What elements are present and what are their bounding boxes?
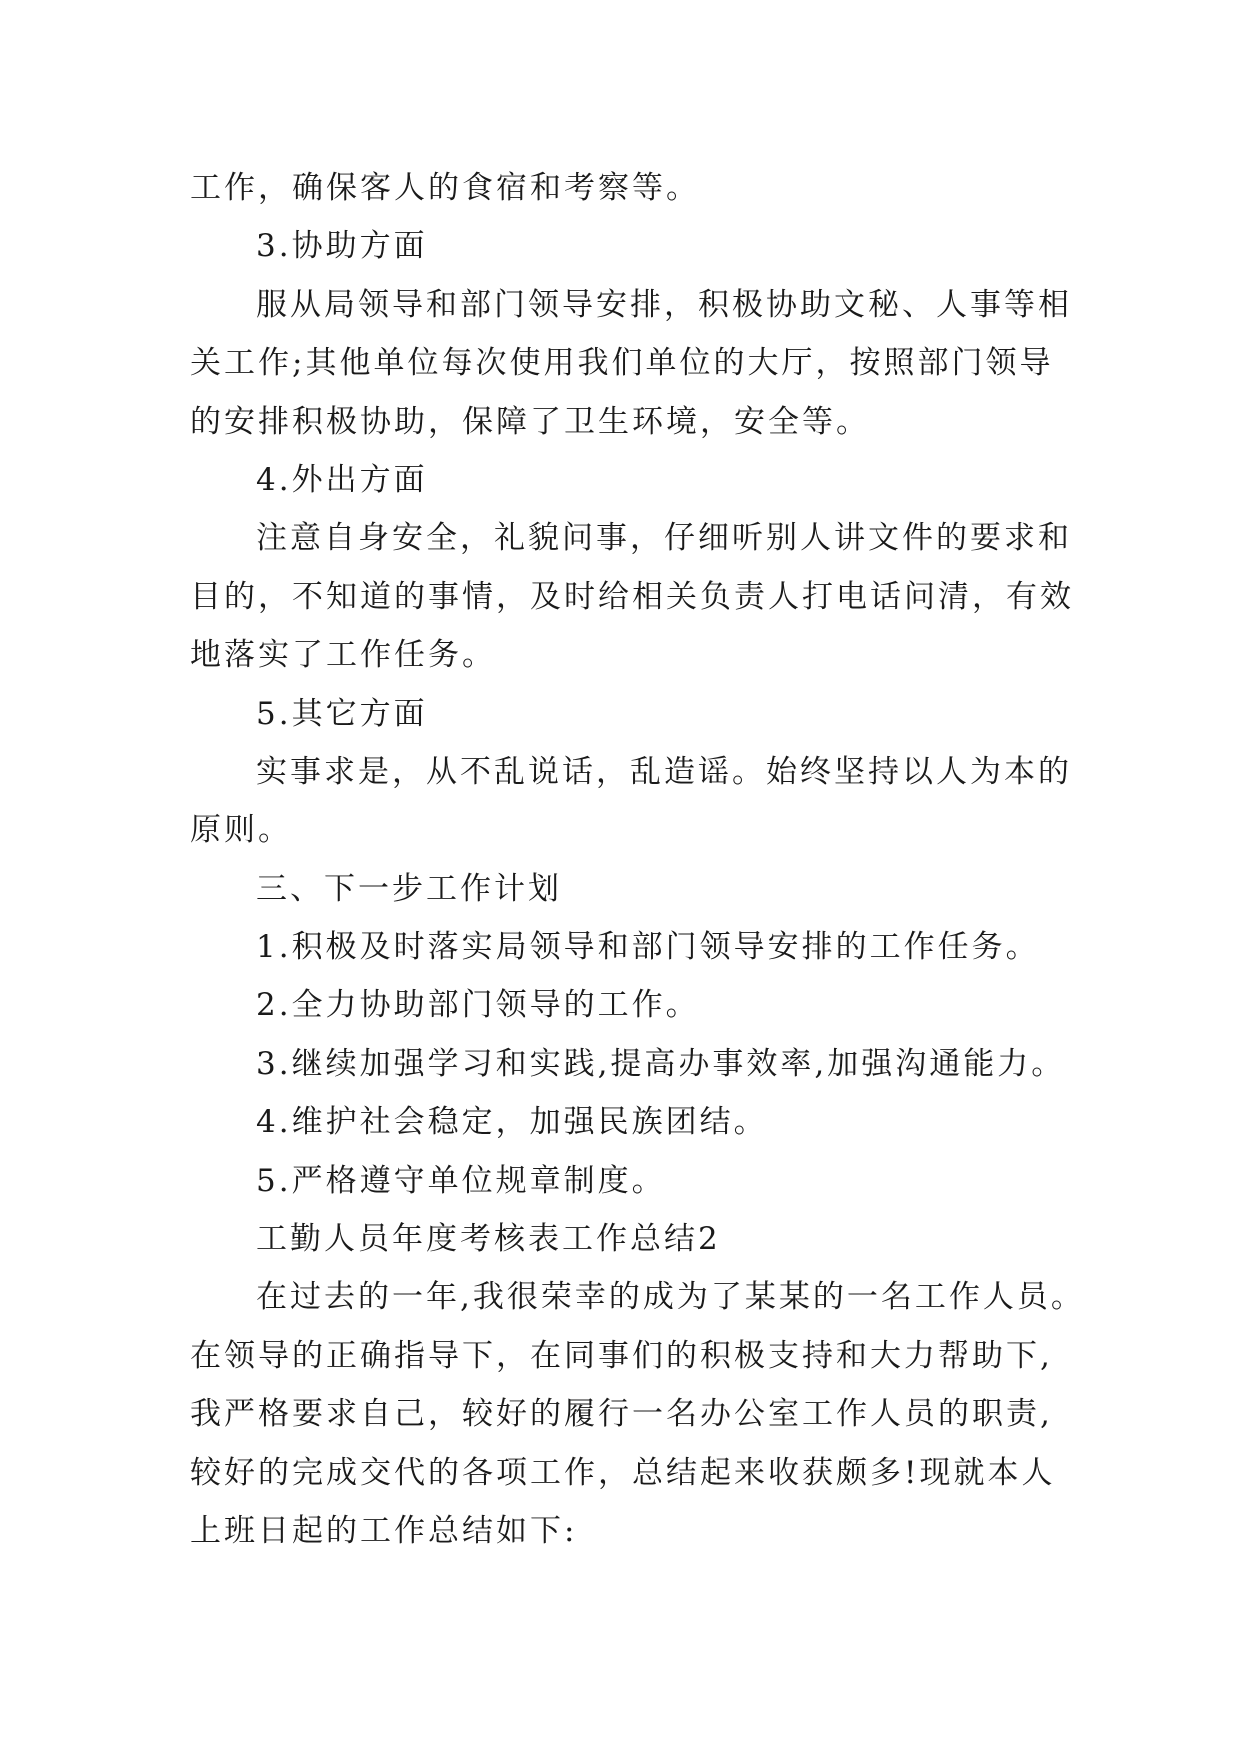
text-line-23: 较好的完成交代的各项工作，总结起来收获颇多!现就本人 — [190, 1454, 1056, 1491]
text-line-11: 实事求是，从不乱说话，乱造谣。始终坚持以人为本的 — [256, 753, 1072, 790]
text-line-3: 服从局领导和部门领导安排，积极协助文秘、人事等相 — [256, 286, 1072, 323]
plan-item-1: 1.积极及时落实局领导和部门领导安排的工作任务。 — [256, 929, 1040, 966]
text-line-5: 的安排积极协助，保障了卫生环境，安全等。 — [190, 403, 870, 440]
text-line-1: 工作，确保客人的食宿和考察等。 — [190, 170, 700, 206]
plan-item-3: 3.继续加强学习和实践,提高办事效率,加强沟通能力。 — [256, 1045, 1066, 1082]
section-heading-outing: 4.外出方面 — [256, 461, 428, 498]
plan-item-4: 4.维护社会稳定，加强民族团结。 — [256, 1104, 768, 1141]
text-line-9: 地落实了工作任务。 — [190, 637, 496, 674]
plan-item-2: 2.全力协助部门领导的工作。 — [256, 987, 700, 1024]
plan-item-5: 5.严格遵守单位规章制度。 — [256, 1162, 666, 1199]
article-title-2: 工勤人员年度考核表工作总结2 — [256, 1221, 721, 1258]
text-line-7: 注意自身安全，礼貌问事，仔细听别人讲文件的要求和 — [256, 520, 1072, 557]
document-body — [190, 159, 1085, 1560]
text-line-20: 在过去的一年,我很荣幸的成为了某某的一名工作人员。 — [256, 1279, 1085, 1316]
text-line-21: 在领导的正确指导下，在同事们的积极支持和大力帮助下, — [190, 1337, 1053, 1374]
text-line-22: 我严格要求自己，较好的履行一名办公室工作人员的职责, — [190, 1396, 1053, 1433]
section-heading-other: 5.其它方面 — [256, 695, 428, 732]
section-heading-next-plan: 三、下一步工作计划 — [256, 870, 562, 907]
text-line-8: 目的，不知道的事情，及时给相关负责人打电话问清，有效 — [190, 578, 1074, 615]
text-line-4: 关工作;其他单位每次使用我们单位的大厅，按照部门领导 — [190, 345, 1054, 382]
text-line-12: 原则。 — [190, 812, 292, 849]
text-line-24: 上班日起的工作总结如下: — [190, 1512, 578, 1549]
section-heading-assist: 3.协助方面 — [256, 228, 428, 265]
